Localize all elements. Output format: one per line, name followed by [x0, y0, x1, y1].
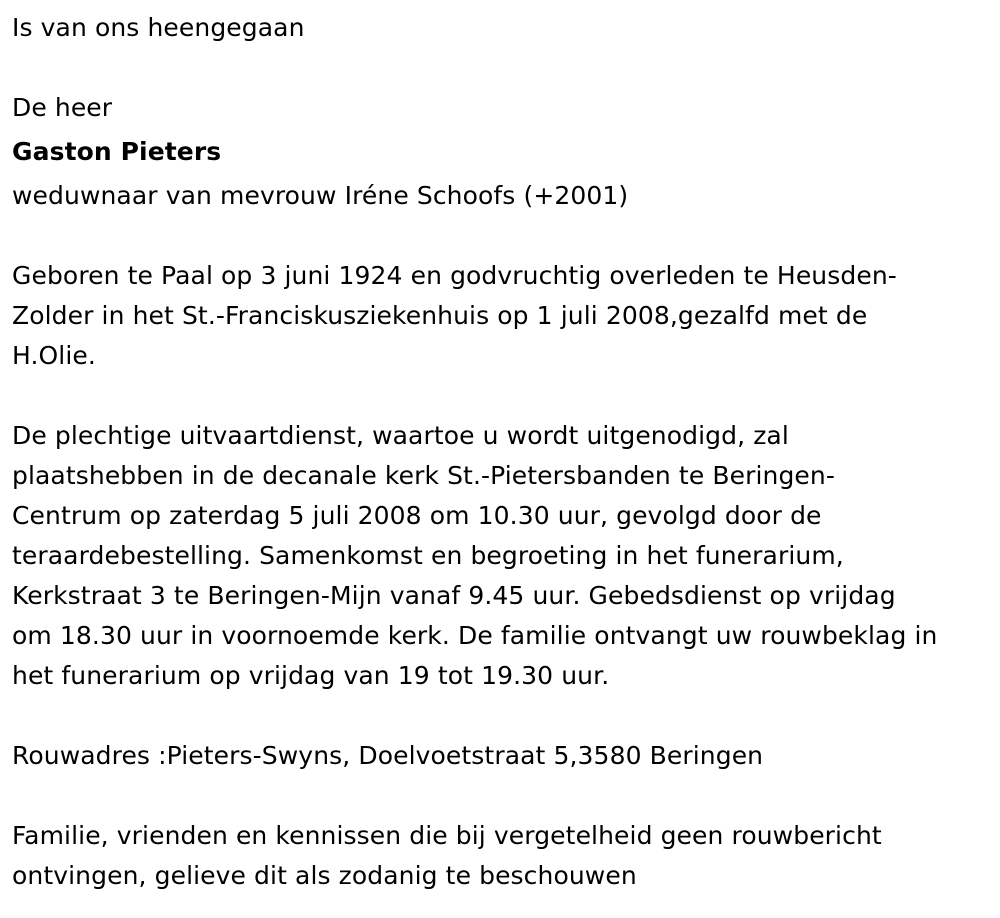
spacer [12, 776, 988, 816]
spouse-line: weduwnaar van mevrouw Iréne Schoofs (+2001) [12, 181, 629, 210]
paragraph-line: ontvingen, gelieve dit als zodanig te beschouwen [12, 861, 637, 890]
birth-death-paragraph [12, 256, 988, 376]
closing-paragraph [12, 816, 988, 896]
deceased-name: Gaston Pieters [12, 137, 222, 166]
paragraph-line: Zolder in het St.-Franciskusziekenhuis op 1 juli 2008,gezalfd met de [12, 301, 868, 330]
intro-text: Is van ons heengegaan [12, 13, 305, 42]
spacer [12, 216, 988, 256]
paragraph-line: teraardebestelling. Samenkomst en begroeting in het funerarium, [12, 541, 844, 570]
funeral-paragraph [12, 416, 988, 696]
paragraph-line: Centrum op zaterdag 5 juli 2008 om 10.30 uur, gevolgd door de [12, 501, 822, 530]
spacer [12, 48, 988, 88]
paragraph-line: het funerarium op vrijdag van 19 tot 19.30 uur. [12, 661, 610, 690]
mourning-address: Rouwadres :Pieters-Swyns, Doelvoetstraat 5,3580 Beringen [12, 741, 764, 770]
paragraph-line: plaatshebben in de decanale kerk St.-Pietersbanden te Beringen- [12, 461, 835, 490]
paragraph-line: Familie, vrienden en kennissen die bij vergetelheid geen rouwbericht [12, 821, 882, 850]
paragraph-line: Geboren te Paal op 3 juni 1924 en godvruchtig overleden te Heusden- [12, 261, 897, 290]
spacer [12, 376, 988, 416]
paragraph-line: H.Olie. [12, 341, 96, 370]
paragraph-line: om 18.30 uur in voornoemde kerk. De familie ontvangt uw rouwbeklag in [12, 621, 938, 650]
paragraph-line: De plechtige uitvaartdienst, waartoe u wordt uitgenodigd, zal [12, 421, 789, 450]
honorific: De heer [12, 93, 113, 122]
paragraph-line: Kerkstraat 3 te Beringen-Mijn vanaf 9.45 uur. Gebedsdienst op vrijdag [12, 581, 896, 610]
spacer [12, 696, 988, 736]
